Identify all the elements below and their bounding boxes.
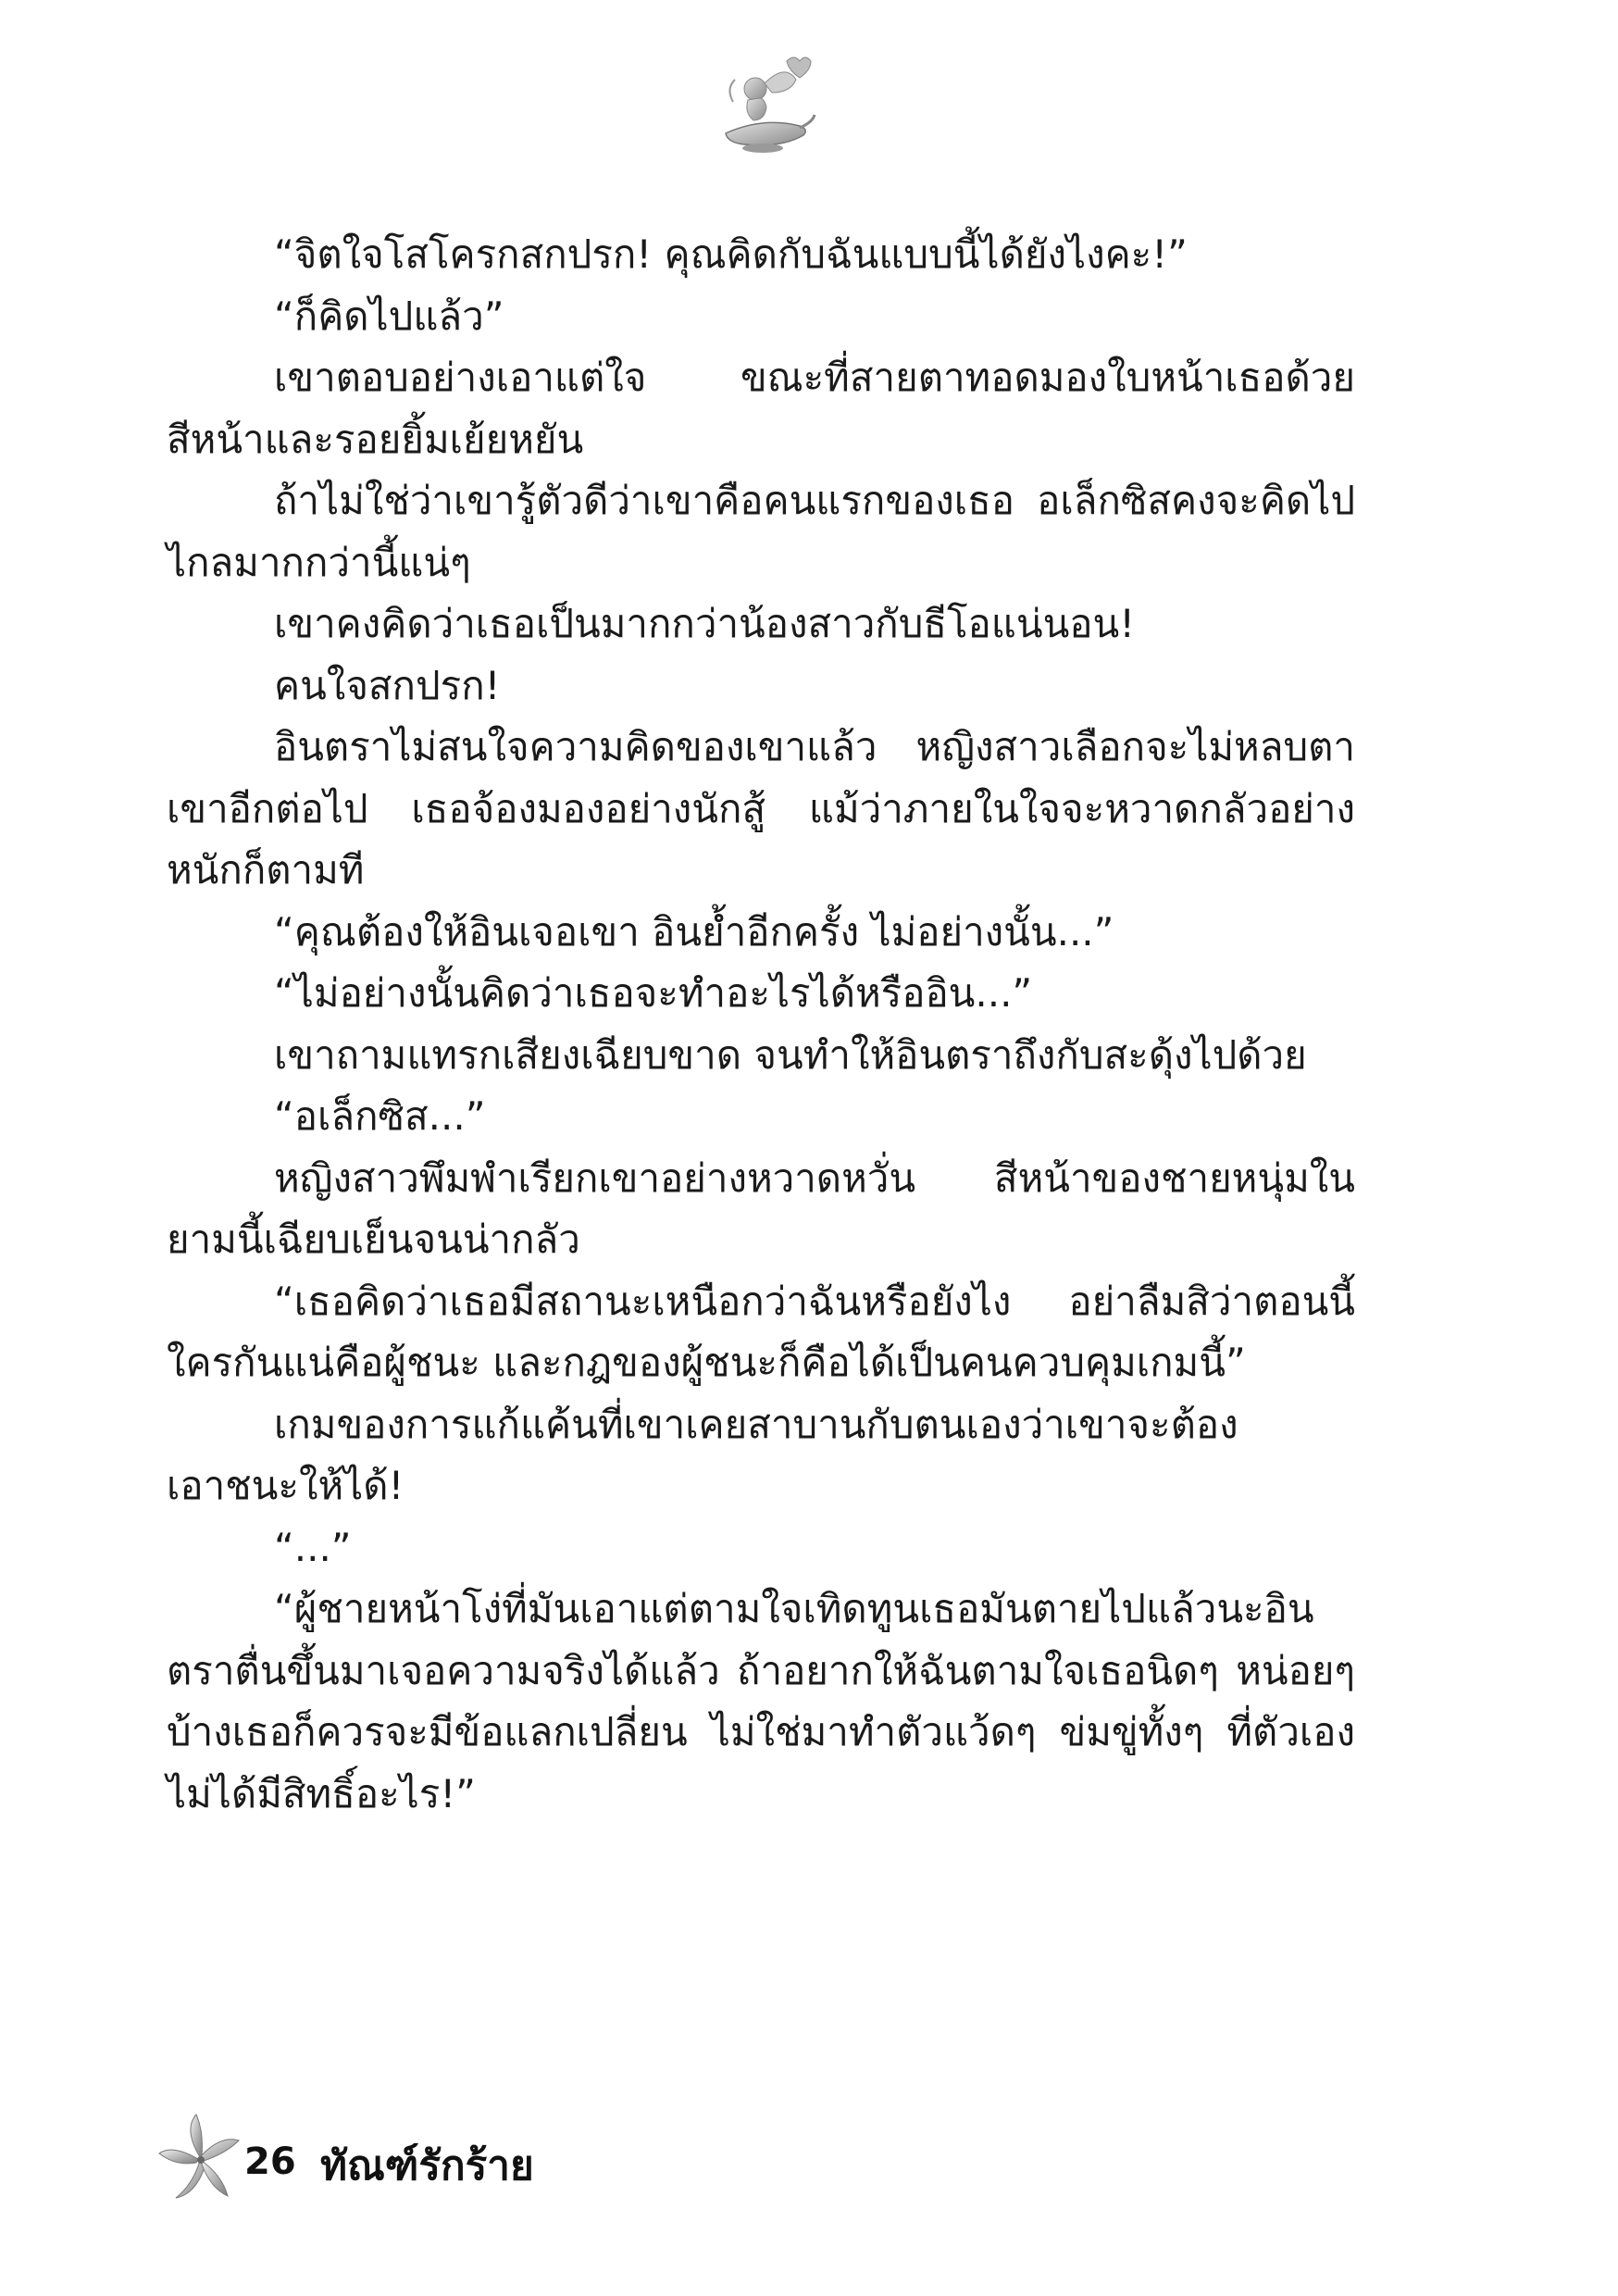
paragraph: “ผู้ชายหน้าโง่ที่มันเอาแต่ตามใจเทิดทูนเธอมันตายไปแล้วนะอินตราตื่นขึ้นมาเจอความจริงได้แล้ว ถ้าอยากให้ฉันตามใจเธอนิดๆ หน่อยๆ บ้างเธอก็ควรจะมีข้อแลกเปลี่ยน ไม่ใช่มาทำตัวแว้ดๆ ข่มขู่ทั้งๆ ที่ตัวเองไม่ได้มีสิทธิ์อะไร!” [167, 1586, 1355, 1816]
paragraph: อินตราไม่สนใจความคิดของเขาแล้ว หญิงสาวเลือกจะไม่หลบตาเขาอีกต่อไป เธอจ้องมองอย่างนักสู้ แม้ว่าภายในใจจะหวาดกลัวอย่างหนักก็ตามที [167, 724, 1355, 892]
paragraph: คนใจสกปรก! [274, 662, 501, 708]
paragraph: ถ้าไม่ใช่ว่าเขารู้ตัวดีว่าเขาคือคนแรกของเธอ อเล็กซิสคงจะคิดไปไกลมากกว่านี้แน่ๆ [167, 478, 1355, 585]
paragraph: “...” [274, 1524, 352, 1570]
paragraph: เกมของการแก้แค้นที่เขาเคยสาบานกับตนเองว่าเขาจะต้องเอาชนะให้ได้! [167, 1401, 1238, 1508]
body-text [167, 224, 1355, 1825]
paragraph: “เธอคิดว่าเธอมีสถานะเหนือกว่าฉันหรือยังไง อย่าลืมสิว่าตอนนี้ใครกันแน่คือผู้ชนะ และกฎของผู้ชนะก็คือได้เป็นคนควบคุมเกมนี้” [167, 1278, 1355, 1385]
lily-flower-icon [156, 2111, 243, 2203]
cupid-lamp-icon [707, 52, 818, 163]
page-number: 26 [244, 2140, 296, 2183]
paragraph: เขาตอบอย่างเอาแต่ใจ ขณะที่สายตาทอดมองใบหน้าเธอด้วยสีหน้าและรอยยิ้มเย้ยหยัน [167, 355, 1355, 462]
paragraph: “ก็คิดไปแล้ว” [274, 293, 504, 339]
paragraph: “คุณต้องให้อินเจอเขา อินย้ำอีกครั้ง ไม่อย่างนั้น...” [274, 908, 1114, 955]
paragraph: หญิงสาวพึมพำเรียกเขาอย่างหวาดหวั่น สีหน้าของชายหนุ่มในยามนี้เฉียบเย็นจนน่ากลัว [167, 1154, 1355, 1262]
paragraph: “อเล็กซิส...” [274, 1093, 486, 1139]
paragraph: “ไม่อย่างนั้นคิดว่าเธอจะทำอะไรได้หรืออิน...” [274, 970, 1033, 1016]
paragraph: “จิตใจโสโครกสกปรก! คุณคิดกับฉันแบบนี้ได้ยังไงคะ!” [274, 231, 1188, 277]
paragraph: เขาคงคิดว่าเธอเป็นมากกว่าน้องสาวกับธีโอแน่นอน! [274, 601, 1136, 646]
paragraph: เขาถามแทรกเสียงเฉียบขาด จนทำให้อินตราถึงกับสะดุ้งไปด้วย [274, 1031, 1307, 1078]
page-footer [156, 2111, 803, 2203]
book-title: ทัณฑ์รักร้าย [320, 2142, 534, 2190]
